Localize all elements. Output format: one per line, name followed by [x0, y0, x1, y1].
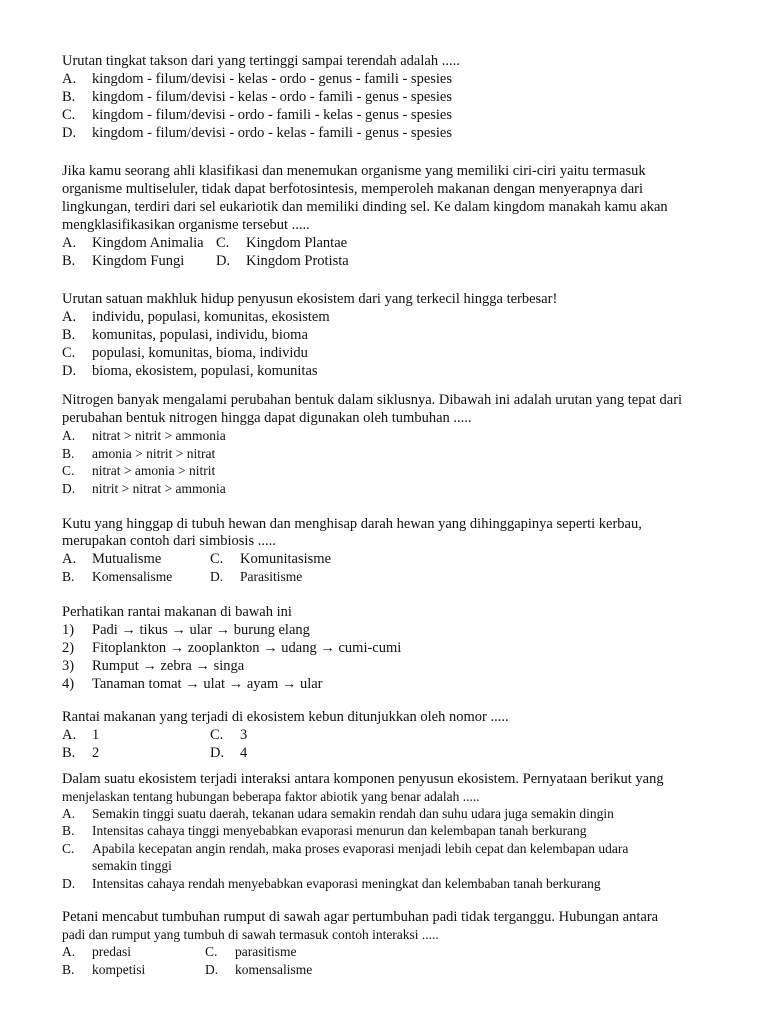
q3-stem: Urutan satuan makhluk hidup penyusun ekosistem dari yang terkecil hingga terbesar! — [62, 291, 558, 307]
q7-option-c — [62, 840, 628, 858]
option-text: Semakin tinggi suatu daerah, tekanan udara semakin rendah dan suhu udara juga semakin dingin — [92, 806, 614, 821]
q1-option-d — [62, 124, 452, 142]
option-text: Kingdom Protista — [246, 253, 349, 269]
option-label: D. — [62, 363, 77, 379]
option-text: Intensitas cahaya tinggi menyebabkan evaporasi menurun dan kelembapan tanah berkurang — [92, 823, 587, 838]
option-text: 3 — [240, 727, 248, 743]
option-text: Intensitas cahaya rendah menyebabkan evaporasi meningkat dan kelembaban tanah berkurang — [92, 876, 601, 891]
option-label: A. — [62, 309, 77, 325]
option-text: nitrat > amonia > nitrit — [92, 463, 216, 478]
q1-option-a — [62, 70, 452, 88]
option-text: parasitisme — [235, 944, 297, 959]
option-text: Kingdom Animalia — [92, 235, 204, 251]
q5-stem-line: merupakan contoh dari simbiosis ..... — [62, 533, 276, 549]
option-label: D. — [62, 876, 76, 891]
q1-option-b — [62, 88, 452, 106]
q4-option-c — [62, 462, 215, 480]
option-text: 1 — [92, 727, 100, 743]
option-text: komunitas, populasi, individu, bioma — [92, 327, 308, 343]
option-label: B. — [62, 823, 75, 838]
q6-option-d — [210, 744, 247, 762]
option-text: 4 — [240, 745, 248, 761]
q7-stem-line: Dalam suatu ekosistem terjadi interaksi antara komponen penyusun ekosistem. Pernyataan berikut yang — [62, 771, 664, 787]
q6-option-a — [62, 726, 99, 744]
chain-text: Tanaman tomat → ulat → ayam → ular — [92, 676, 323, 692]
q2-stem-line: Jika kamu seorang ahli klasifikasi dan menemukan organisme yang memiliki ciri-ciri yaitu termasuk — [62, 163, 646, 179]
option-label: B. — [62, 446, 75, 461]
chain-number: 1) — [62, 622, 75, 638]
q6-chain-4 — [62, 675, 323, 693]
q2-option-d — [216, 252, 349, 270]
option-text: Parasitisme — [240, 569, 303, 584]
chain-text: Rumput → zebra → singa — [92, 658, 245, 674]
q4-option-d — [62, 480, 226, 498]
q7-option-a — [62, 805, 614, 823]
option-label: B. — [62, 253, 76, 269]
option-label: A. — [62, 944, 76, 959]
option-label: D. — [62, 481, 76, 496]
q3-option-a — [62, 308, 330, 326]
q6-chain-3 — [62, 657, 244, 675]
chain-text: Padi → tikus → ular → burung elang — [92, 622, 310, 638]
q4-stem-line: perubahan bentuk nitrogen hingga dapat digunakan oleh tumbuhan ..... — [62, 410, 472, 426]
option-label: C. — [210, 551, 224, 567]
q2-option-c — [216, 234, 347, 252]
q2-stem-line: lingkungan, terdiri dari sel eukariotik dan memiliki dinding sel. Ke dalam kingdom manakah kamu akan — [62, 199, 668, 215]
option-text: kingdom - filum/devisi - ordo - famili - kelas - genus - spesies — [92, 107, 453, 123]
q2-option-b — [62, 252, 184, 270]
option-label: A. — [62, 235, 77, 251]
q6-intro: Perhatikan rantai makanan di bawah ini — [62, 604, 292, 620]
option-text: nitrit > nitrat > ammonia — [92, 481, 226, 496]
q4-option-a — [62, 427, 226, 445]
q5-option-d — [210, 568, 302, 586]
option-text: Mutualisme — [92, 551, 162, 567]
chain-text: Fitoplankton → zooplankton → udang → cumi-cumi — [92, 640, 402, 656]
q1-option-c — [62, 106, 452, 124]
q6-chain-1 — [62, 621, 310, 639]
q8-stem-line: Petani mencabut tumbuhan rumput di sawah agar pertumbuhan padi tidak terganggu. Hubungan antara — [62, 909, 659, 925]
option-label: C. — [216, 235, 230, 251]
option-text: populasi, komunitas, bioma, individu — [92, 345, 308, 361]
option-label: C. — [62, 107, 76, 123]
q6-option-b — [62, 744, 99, 762]
q7-option-b — [62, 822, 586, 840]
option-text: amonia > nitrit > nitrat — [92, 446, 216, 461]
q6-option-c — [210, 726, 247, 744]
q6-stem: Rantai makanan yang terjadi di ekosistem kebun ditunjukkan oleh nomor ..... — [62, 709, 509, 725]
option-label: D. — [62, 125, 77, 141]
q1-stem: Urutan tingkat takson dari yang tertinggi sampai terendah adalah ..... — [62, 53, 460, 69]
option-text: individu, populasi, komunitas, ekosistem — [92, 309, 330, 325]
option-text: semakin tinggi — [92, 858, 172, 873]
option-text: Komunitasisme — [240, 551, 332, 567]
option-label: C. — [62, 841, 75, 856]
option-label: D. — [210, 569, 224, 584]
q8-option-d — [205, 961, 312, 979]
option-label: B. — [62, 327, 76, 343]
q4-option-b — [62, 445, 215, 463]
q5-option-b — [62, 568, 172, 586]
option-label: C. — [62, 463, 75, 478]
option-text: kingdom - filum/devisi - kelas - ordo - famili - genus - spesies — [92, 89, 453, 105]
option-text: Kingdom Plantae — [246, 235, 348, 251]
option-label: B. — [62, 745, 76, 761]
option-label: A. — [62, 551, 77, 567]
option-label: C. — [205, 944, 218, 959]
q2-stem-line: organisme multiseluler, tidak dapat berfotosintesis, memperoleh makanan dengan menyerapnya dari — [62, 181, 643, 197]
option-text: 2 — [92, 745, 100, 761]
option-label: D. — [216, 253, 231, 269]
q2-option-a — [62, 234, 204, 252]
option-label: A. — [62, 806, 76, 821]
q2-stem-line: mengklasifikasikan organisme tersebut ..... — [62, 217, 310, 233]
option-label: B. — [62, 89, 76, 105]
option-label: C. — [210, 727, 224, 743]
q5-option-c — [210, 550, 331, 568]
q8-option-b — [62, 961, 145, 979]
option-label: A. — [62, 428, 76, 443]
option-label: D. — [210, 745, 225, 761]
chain-number: 2) — [62, 640, 75, 656]
option-text: nitrat > nitrit > ammonia — [92, 428, 226, 443]
chain-number: 4) — [62, 676, 75, 692]
q8-stem-line: padi dan rumput yang tumbuh di sawah termasuk contoh interaksi ..... — [62, 927, 439, 942]
option-text: kingdom - filum/devisi - kelas - ordo - genus - famili - spesies — [92, 71, 453, 87]
option-label: A. — [62, 71, 77, 87]
option-text: kingdom - filum/devisi - ordo - kelas - famili - genus - spesies — [92, 125, 453, 141]
option-label: B. — [62, 569, 75, 584]
option-text: Apabila kecepatan angin rendah, maka proses evaporasi menjadi lebih cepat dan kelembapan udara — [92, 841, 629, 856]
q3-option-b — [62, 326, 308, 344]
q7-stem-line: menjelaskan tentang hubungan beberapa faktor abiotik yang benar adalah ..... — [62, 789, 480, 804]
chain-number: 3) — [62, 658, 75, 674]
q8-option-c — [205, 943, 296, 961]
option-text: komensalisme — [235, 962, 313, 977]
q6-chain-2 — [62, 639, 401, 657]
option-label: C. — [62, 345, 76, 361]
q3-option-d — [62, 362, 318, 380]
q7-option-d — [62, 875, 601, 893]
q7-option-c-continued — [62, 857, 172, 875]
q8-option-a — [62, 943, 131, 961]
q5-option-a — [62, 550, 161, 568]
option-label: B. — [62, 962, 75, 977]
option-label: A. — [62, 727, 77, 743]
option-text: bioma, ekosistem, populasi, komunitas — [92, 363, 318, 379]
q5-stem-line: Kutu yang hinggap di tubuh hewan dan menghisap darah hewan yang dihinggapinya seperti kerbau, — [62, 516, 642, 532]
option-text: Kingdom Fungi — [92, 253, 185, 269]
option-text: Komensalisme — [92, 569, 173, 584]
q3-option-c — [62, 344, 308, 362]
option-text: predasi — [92, 944, 131, 959]
option-label: D. — [205, 962, 219, 977]
q4-stem-line: Nitrogen banyak mengalami perubahan bentuk dalam siklusnya. Dibawah ini adalah urutan yang tepat dari — [62, 392, 683, 408]
option-text: kompetisi — [92, 962, 146, 977]
